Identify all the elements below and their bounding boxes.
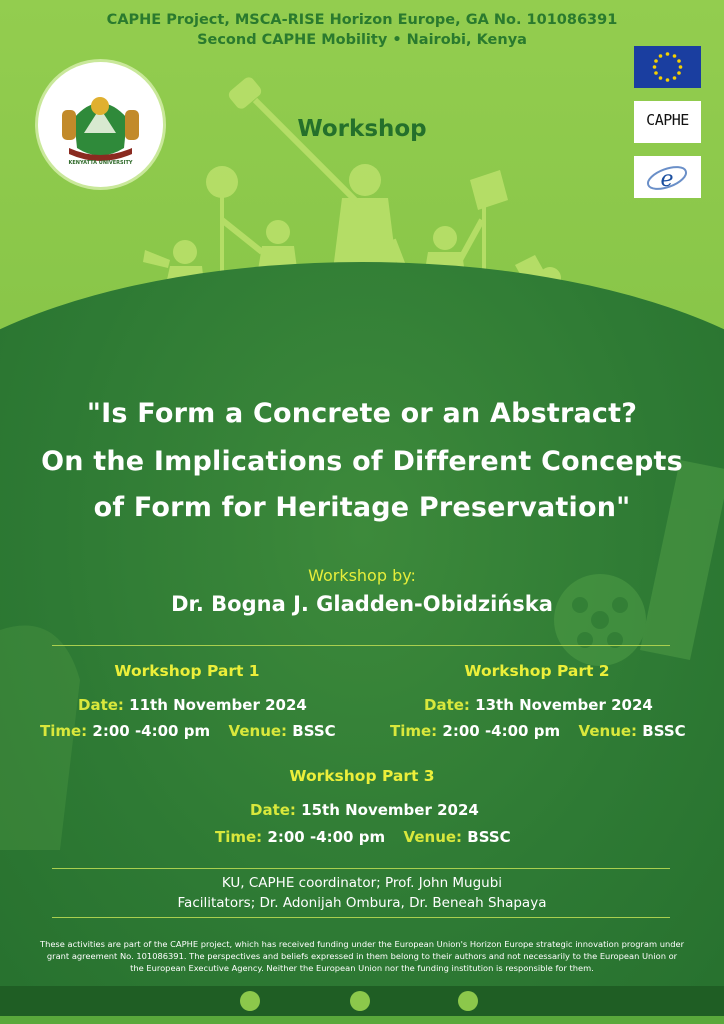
presenter-name: Dr. Bogna J. Gladden-Obidzińska: [171, 592, 553, 616]
part-2-time: [390, 722, 686, 740]
eu-flag-icon: [634, 46, 701, 88]
talk-title-line-1: "Is Form a Concrete or an Abstract?: [86, 398, 638, 429]
part-3-heading: Workshop Part 3: [289, 767, 435, 785]
caphe-logo: [634, 101, 701, 143]
part-3-time-value: 2:00 -4:00 pm: [267, 828, 386, 846]
e-logo-icon: [634, 156, 701, 198]
part-2-venue-label: Venue:: [578, 722, 638, 740]
part-1-time: [40, 722, 336, 740]
part-2-time-value: 2:00 -4:00 pm: [442, 722, 561, 740]
part-1-time-label: Time:: [40, 722, 88, 740]
part-3-venue-value: BSSC: [467, 828, 511, 846]
part-2-date: [424, 696, 653, 714]
divider-top: [52, 645, 670, 646]
part-3-date-value: 15th November 2024: [301, 801, 479, 819]
part-2-heading: Workshop Part 2: [464, 662, 610, 680]
part-3-venue-label: Venue:: [403, 828, 463, 846]
caphe-logo-text: CAPHE: [646, 111, 689, 129]
coordinator-credit: KU, CAPHE coordinator; Prof. John Mugubi: [221, 875, 503, 891]
header-mobility-line: Second CAPHE Mobility • Nairobi, Kenya: [197, 32, 527, 48]
university-name: KENYATTA UNIVERSITY: [68, 160, 133, 166]
part-1-venue-value: BSSC: [292, 722, 336, 740]
part-2-venue-value: BSSC: [642, 722, 686, 740]
facilitators-credit: Facilitators; Dr. Adonijah Ombura, Dr. Beneah Shapaya: [177, 895, 547, 911]
talk-title-line-3: of Form for Heritage Preservation": [93, 492, 631, 523]
workshop-heading: Workshop: [297, 116, 427, 142]
part-3-time-label: Time:: [215, 828, 263, 846]
svg-text:e: e: [660, 167, 674, 192]
talk-title-line-2: On the Implications of Different Concepts: [41, 446, 683, 477]
part-2-date-label: Date:: [424, 696, 470, 714]
divider-middle: [52, 868, 670, 869]
footer-stripe: [0, 1016, 724, 1024]
part-3-date-label: Date:: [250, 801, 296, 819]
part-1-time-value: 2:00 -4:00 pm: [92, 722, 211, 740]
part-1-date-value: 11th November 2024: [129, 696, 307, 714]
presenter-label: Workshop by:: [308, 566, 416, 585]
header-project-line: CAPHE Project, MSCA-RISE Horizon Europe, GA No. 101086391: [106, 12, 618, 28]
part-3-date: [250, 801, 479, 819]
university-logo: [38, 62, 163, 187]
university-crest-icon: [54, 78, 147, 171]
part-3-time: [215, 828, 511, 846]
part-1-date-label: Date:: [78, 696, 124, 714]
footer-dot-1: [240, 991, 260, 1011]
part-1-heading: Workshop Part 1: [114, 662, 260, 680]
footer-dot-3: [458, 991, 478, 1011]
funding-disclaimer: These activities are part of the CAPHE project, which has received funding under the European Union's Horizon Europe strategic innovation program under grant agreement No. 101086391. The perspectives and beliefs expressed in them belong to their authors and not necessarily to the European Union or the European Executive Agency. Neither the European Union nor the funding institution is responsible for them.: [40, 939, 685, 973]
part-2-time-label: Time:: [390, 722, 438, 740]
part-2-date-value: 13th November 2024: [475, 696, 653, 714]
footer-dot-2: [350, 991, 370, 1011]
divider-bottom: [52, 917, 670, 918]
part-1-venue-label: Venue:: [228, 722, 288, 740]
part-1-date: [78, 696, 307, 714]
